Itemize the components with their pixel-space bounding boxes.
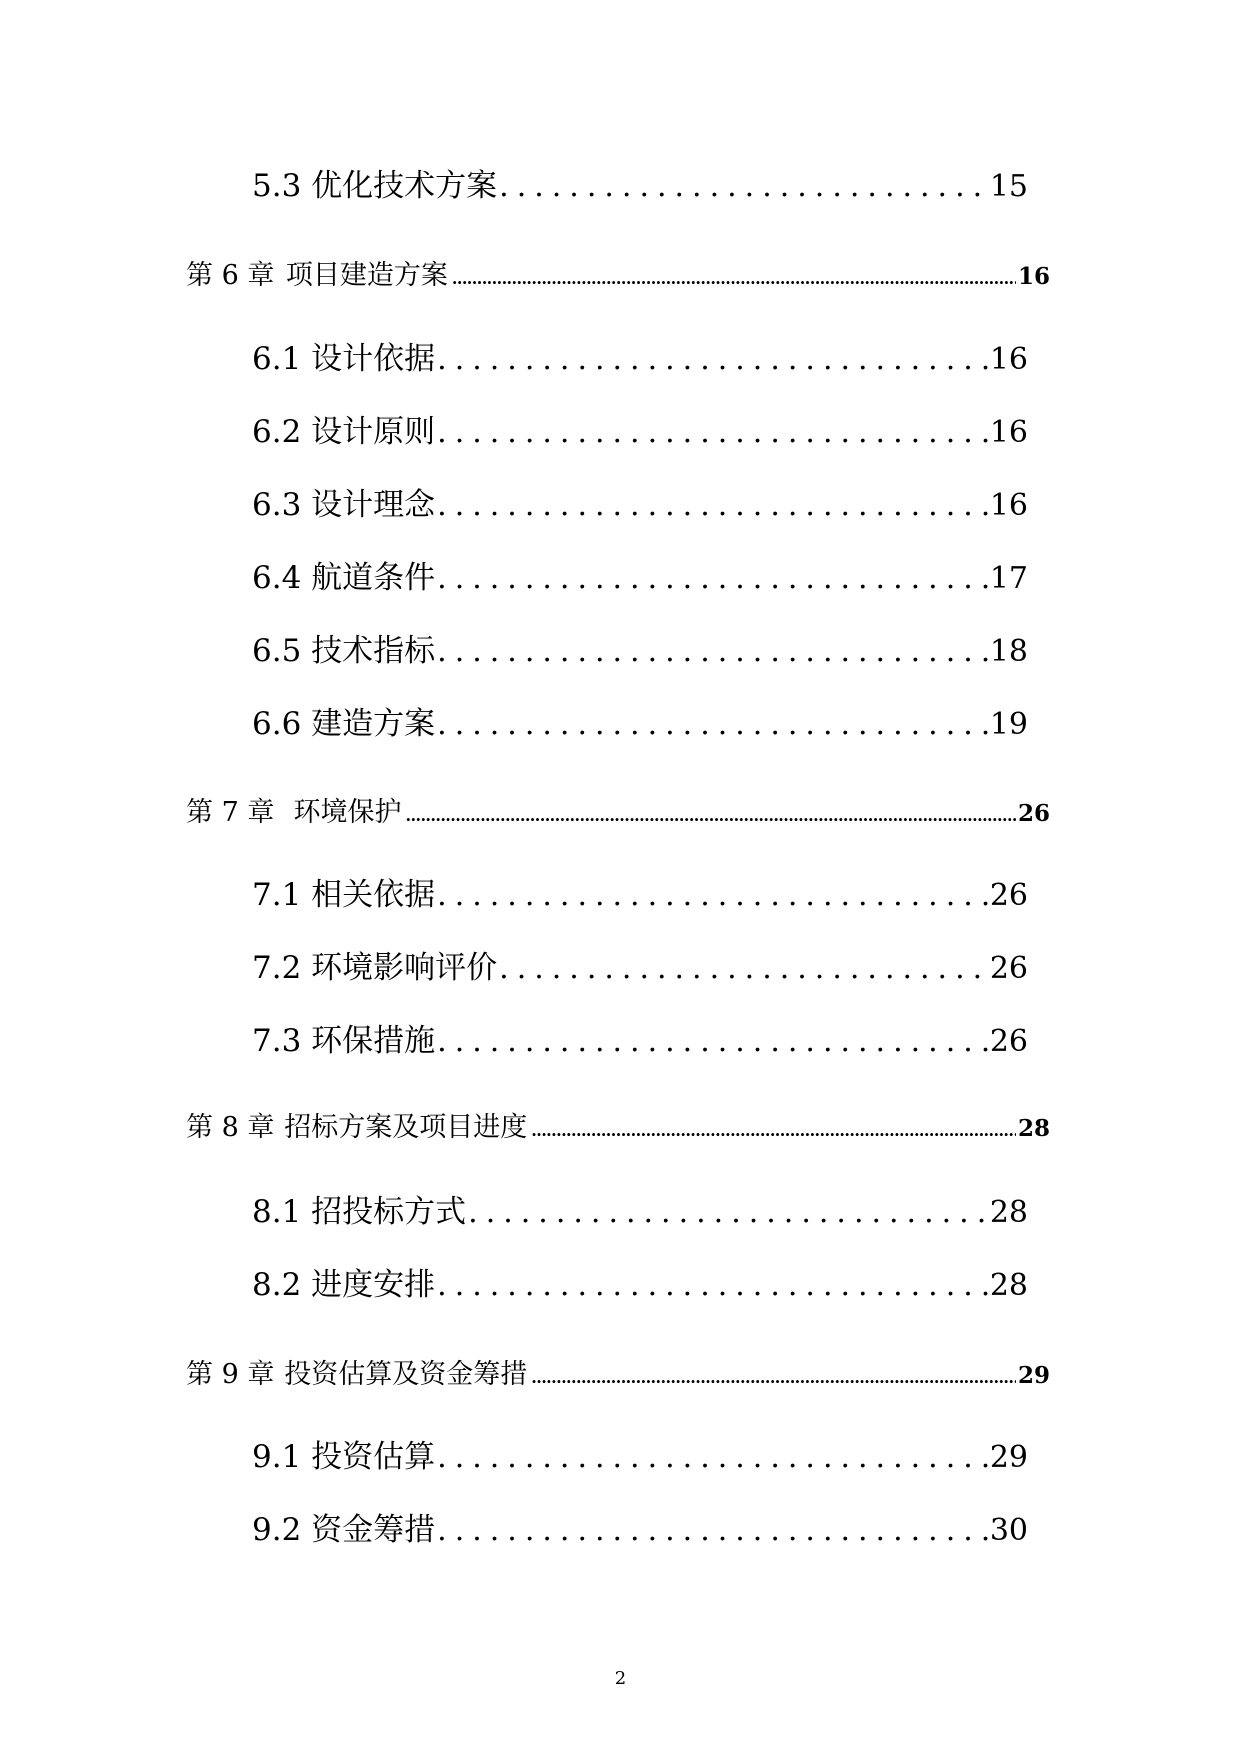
toc-entry-section[interactable] — [252, 1504, 1028, 1549]
toc-page-number: 15 — [989, 169, 1028, 204]
toc-entry-section[interactable] — [252, 479, 1028, 524]
toc-page-number: 17 — [989, 561, 1028, 596]
toc-entry-label: 9.2 资金筹措 — [252, 1512, 436, 1548]
toc-entry-section[interactable] — [252, 160, 1028, 205]
dot-leader — [437, 1268, 990, 1303]
toc-entry-chapter[interactable] — [186, 790, 1050, 829]
toc-page-number: 19 — [989, 707, 1028, 742]
toc-entry-section[interactable] — [252, 942, 1028, 987]
toc-entry-section[interactable] — [252, 552, 1028, 597]
dot-leader — [437, 342, 990, 377]
toc-page-number: 29 — [1017, 1362, 1050, 1389]
toc-entry-label: 6.6 建造方案 — [252, 706, 436, 742]
toc-entry-label: 6.5 技术指标 — [252, 633, 436, 669]
dot-leader — [437, 1024, 990, 1059]
toc-entry-chapter[interactable] — [186, 253, 1050, 292]
toc-entry-section[interactable] — [252, 406, 1028, 451]
toc-entry-section[interactable] — [252, 869, 1028, 914]
dot-leader — [468, 1195, 990, 1230]
chapter-number: 第 6 章 — [186, 260, 275, 291]
page-number-footer: 2 — [614, 1668, 627, 1689]
toc-entry-label: 6.4 航道条件 — [252, 560, 436, 596]
toc-page-number: 26 — [1017, 800, 1050, 827]
toc-entry-section[interactable] — [252, 625, 1028, 670]
dot-leader — [437, 878, 990, 913]
toc-page-number: 16 — [989, 415, 1028, 450]
chapter-title: 环境保护 — [293, 797, 402, 828]
toc-entry-section[interactable] — [252, 1431, 1028, 1476]
toc-page-number: 16 — [989, 488, 1028, 523]
dot-leader — [406, 806, 1016, 825]
chapter-number: 第 7 章 — [186, 797, 275, 828]
toc-entry-label: 8.1 招投标方式 — [252, 1194, 467, 1230]
chapter-title: 招标方案及项目进度 — [284, 1112, 528, 1143]
toc-page-number: 16 — [1017, 263, 1050, 290]
toc-entry-label: 8.2 进度安排 — [252, 1267, 436, 1303]
toc-entry-section[interactable] — [252, 1259, 1028, 1304]
toc-page-number: 16 — [989, 342, 1028, 377]
toc-entry-label: 9.1 投资估算 — [252, 1439, 436, 1475]
chapter-number: 第 9 章 — [186, 1359, 275, 1390]
toc-page-number: 28 — [989, 1195, 1028, 1230]
dot-leader — [437, 488, 990, 523]
toc-entry-label: 6.3 设计理念 — [252, 487, 436, 523]
toc-entry-label: 7.3 环保措施 — [252, 1023, 436, 1059]
toc-page-number: 28 — [1017, 1115, 1050, 1142]
dot-leader — [452, 269, 1016, 288]
dot-leader — [437, 634, 990, 669]
toc-entry-label: 7.2 环境影响评价 — [252, 950, 498, 986]
dot-leader — [499, 169, 990, 204]
dot-leader — [437, 1513, 990, 1548]
toc-entry-section[interactable] — [252, 333, 1028, 378]
toc-page-number: 18 — [989, 634, 1028, 669]
toc-entry-label: 5.3 优化技术方案 — [252, 168, 498, 204]
toc-page-number: 29 — [989, 1440, 1028, 1475]
toc-entry-section[interactable] — [252, 698, 1028, 743]
toc-page-number: 26 — [989, 951, 1028, 986]
toc-entry-label: 7.1 相关依据 — [252, 877, 436, 913]
dot-leader — [437, 707, 990, 742]
toc-page-number: 26 — [989, 878, 1028, 913]
chapter-title: 投资估算及资金筹措 — [284, 1359, 528, 1390]
toc-entry-section[interactable] — [252, 1186, 1028, 1231]
toc-page-number: 28 — [989, 1268, 1028, 1303]
dot-leader — [499, 951, 990, 986]
toc-entry-chapter[interactable] — [186, 1352, 1050, 1391]
toc-page-number: 26 — [989, 1024, 1028, 1059]
dot-leader — [531, 1121, 1016, 1140]
dot-leader — [531, 1368, 1016, 1387]
toc-entry-label: 6.2 设计原则 — [252, 414, 436, 450]
chapter-number: 第 8 章 — [186, 1112, 275, 1143]
toc-entry-label: 6.1 设计依据 — [252, 341, 436, 377]
chapter-title: 项目建造方案 — [285, 260, 448, 291]
toc-entry-section[interactable] — [252, 1015, 1028, 1060]
toc-entry-chapter[interactable] — [186, 1105, 1050, 1144]
dot-leader — [437, 1440, 990, 1475]
dot-leader — [437, 415, 990, 450]
toc-page-number: 30 — [989, 1513, 1028, 1548]
dot-leader — [437, 561, 990, 596]
